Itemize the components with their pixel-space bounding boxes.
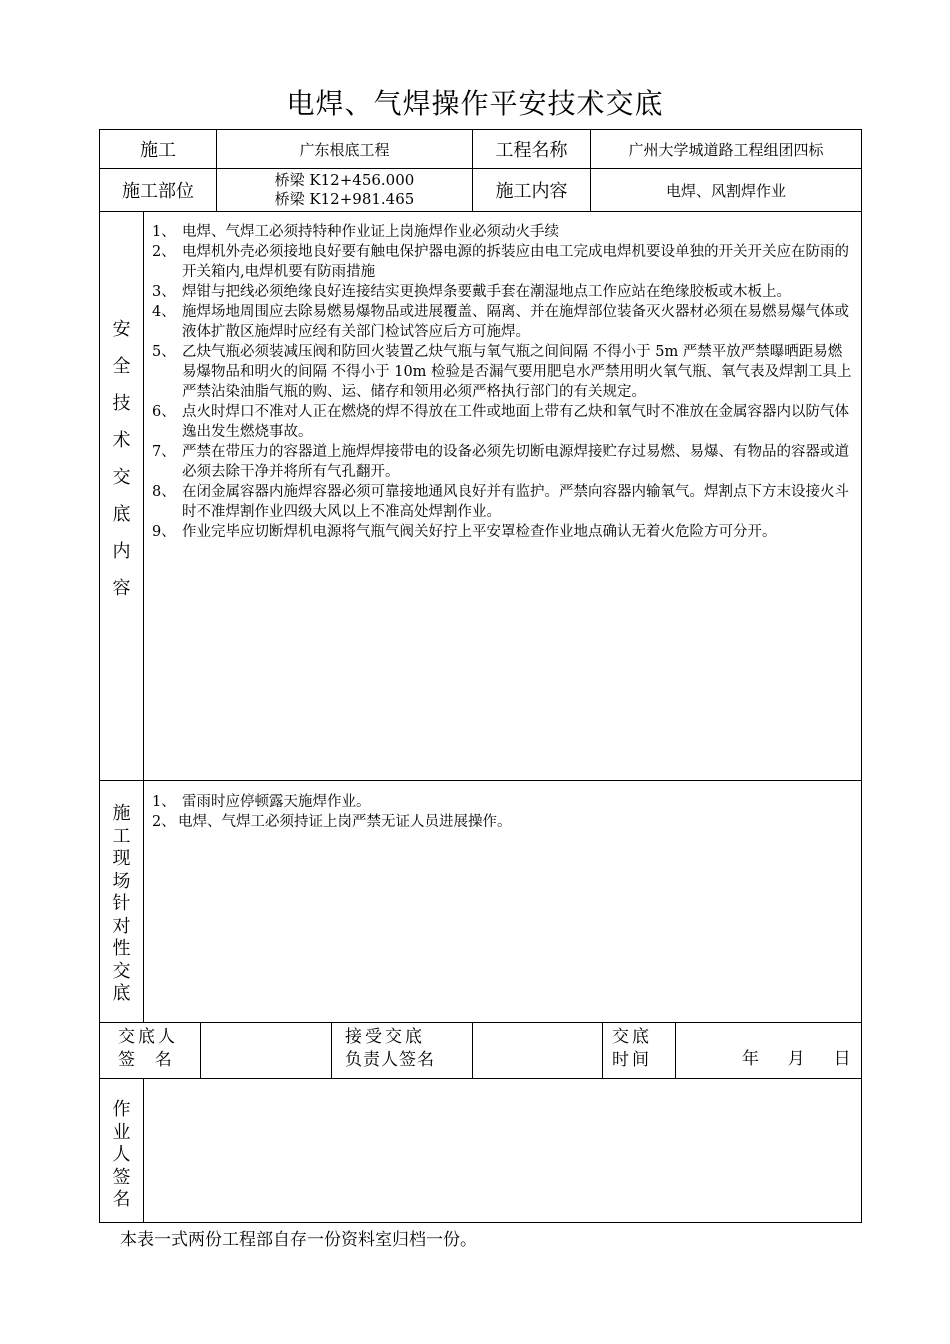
safety-section-label xyxy=(100,311,143,607)
receiver-signature-label: 接受交底 负责人签名 xyxy=(345,1027,435,1070)
label-char: 交 xyxy=(112,467,131,488)
project-name-value: 广州大学城道路工程组团四标 xyxy=(628,140,824,159)
label-char: 名 xyxy=(112,1189,131,1210)
row-divider xyxy=(99,1078,862,1079)
date-field: 年 月 日 xyxy=(742,1049,857,1069)
workers-section-label xyxy=(100,1099,143,1212)
site-item-list xyxy=(152,792,854,832)
row-divider xyxy=(99,1022,862,1023)
label-char: 底 xyxy=(112,504,131,525)
safety-item-list xyxy=(152,222,854,542)
col-divider xyxy=(200,1022,201,1079)
content-value: 电焊、风割焊作业 xyxy=(665,181,786,200)
list-item: 2、 电焊机外壳必须接地良好要有触电保护器电源的拆装应由电工完成电焊机要设单独的开关开关应在防雨的开关箱内,电焊机要有防雨措施 xyxy=(152,244,849,280)
list-item: 5、 乙炔气瓶必须装减压阀和防回火装置乙炔气瓶与氧气瓶之间间隔 不得小于 5m 严禁平放严禁曝晒距易燃易爆物品和明火的间隔 不得小于 10m 检验是否漏气要用肥皂水严禁用明火氧气瓶、氧气表及焊割工具上严禁沾染油脂气瓶的购、运、储存和领用必须严格执行部门的有关规定。 xyxy=(152,344,852,400)
label-char: 签 xyxy=(112,1166,131,1188)
project-name-label: 工程名称 xyxy=(495,140,568,161)
label-char: 全 xyxy=(112,356,131,377)
part-value-line-1: 桥梁 K12+456.000 xyxy=(274,171,415,189)
label-char: 术 xyxy=(112,430,131,451)
label-char: 针 xyxy=(112,893,131,914)
label-char: 交 xyxy=(112,960,131,982)
col-divider xyxy=(602,1022,603,1079)
list-item: 1、 电焊、气焊工必须持特种作业证上岗施焊作业必须动火手续 xyxy=(152,224,559,240)
label-char: 底 xyxy=(112,983,131,1004)
col-divider xyxy=(472,1022,473,1079)
label-char: 工 xyxy=(112,825,131,847)
footer-note: 本表一式两份工程部自存一份资料室归档一份。 xyxy=(120,1230,477,1250)
construction-label: 施工 xyxy=(140,140,176,161)
label-char: 业 xyxy=(112,1121,131,1143)
construction-value: 广东根底工程 xyxy=(299,140,390,159)
list-item: 2、 电焊、气焊工必须持证上岗严禁无证人员进展操作。 xyxy=(152,814,512,830)
label-char: 施 xyxy=(112,803,131,824)
row-divider xyxy=(99,780,862,781)
part-value xyxy=(217,169,472,211)
list-item: 9、 作业完毕应切断焊机电源将气瓶气阀关好拧上平安罩检查作业地点确认无着火危险方可分开。 xyxy=(152,524,777,540)
list-item: 3、 焊钳与把线必须绝缘良好连接结实更换焊条要戴手套在潮湿地点工作应站在绝缘胶板或木板上。 xyxy=(152,284,791,300)
list-item: 4、 施焊场地周围应去除易燃易爆物品或进展覆盖、隔离、并在施焊部位装备灭火器材必须在易燃易爆气体或液体扩散区施焊时应经有关部门检试答应后方可施焊。 xyxy=(152,304,849,340)
col-divider xyxy=(675,1022,676,1079)
col-divider xyxy=(143,1078,144,1223)
list-item: 6、 点火时焊口不准对人正在燃烧的焊不得放在工件或地面上带有乙炔和氧气时不准放在金属容器内以防气体逸出发生燃烧事故。 xyxy=(152,404,849,440)
document-title: 电焊、气焊操作平安技术交底 xyxy=(286,87,664,120)
label-char: 性 xyxy=(112,938,131,959)
giver-signature-label: 交底人 签 名 xyxy=(118,1027,178,1070)
row-divider xyxy=(99,211,862,212)
label-char: 对 xyxy=(112,915,131,937)
col-divider xyxy=(143,211,144,1023)
list-item: 8、 在闭金属容器内施焊容器必须可靠接地通风良好并有监护。严禁向容器内输氧气。焊割点下方末设接火斗时不准焊割作业四级大风以上不准高处焊割作业。 xyxy=(152,484,849,520)
time-label: 交底 时间 xyxy=(612,1027,652,1070)
content-label: 施工内容 xyxy=(495,181,568,202)
label-char: 场 xyxy=(112,870,131,892)
label-char: 内 xyxy=(112,541,131,562)
part-label: 施工部位 xyxy=(122,181,194,202)
label-char: 人 xyxy=(112,1144,131,1165)
label-char: 安 xyxy=(112,319,131,340)
list-item: 7、 严禁在带压力的容器道上施焊焊接带电的设备必须先切断电源焊接贮存过易燃、易爆、有物品的容器或道必须去除干净并将所有气孔翻开。 xyxy=(152,444,849,480)
site-section-label xyxy=(100,803,143,1006)
label-char: 容 xyxy=(112,578,131,599)
label-char: 技 xyxy=(112,393,131,414)
part-value-line-2: 桥梁 K12+981.465 xyxy=(274,190,415,208)
label-char: 作 xyxy=(112,1099,131,1120)
list-item: 1、 雷雨时应停顿露天施焊作业。 xyxy=(152,794,371,810)
col-divider xyxy=(331,1022,332,1079)
label-char: 现 xyxy=(112,848,131,869)
